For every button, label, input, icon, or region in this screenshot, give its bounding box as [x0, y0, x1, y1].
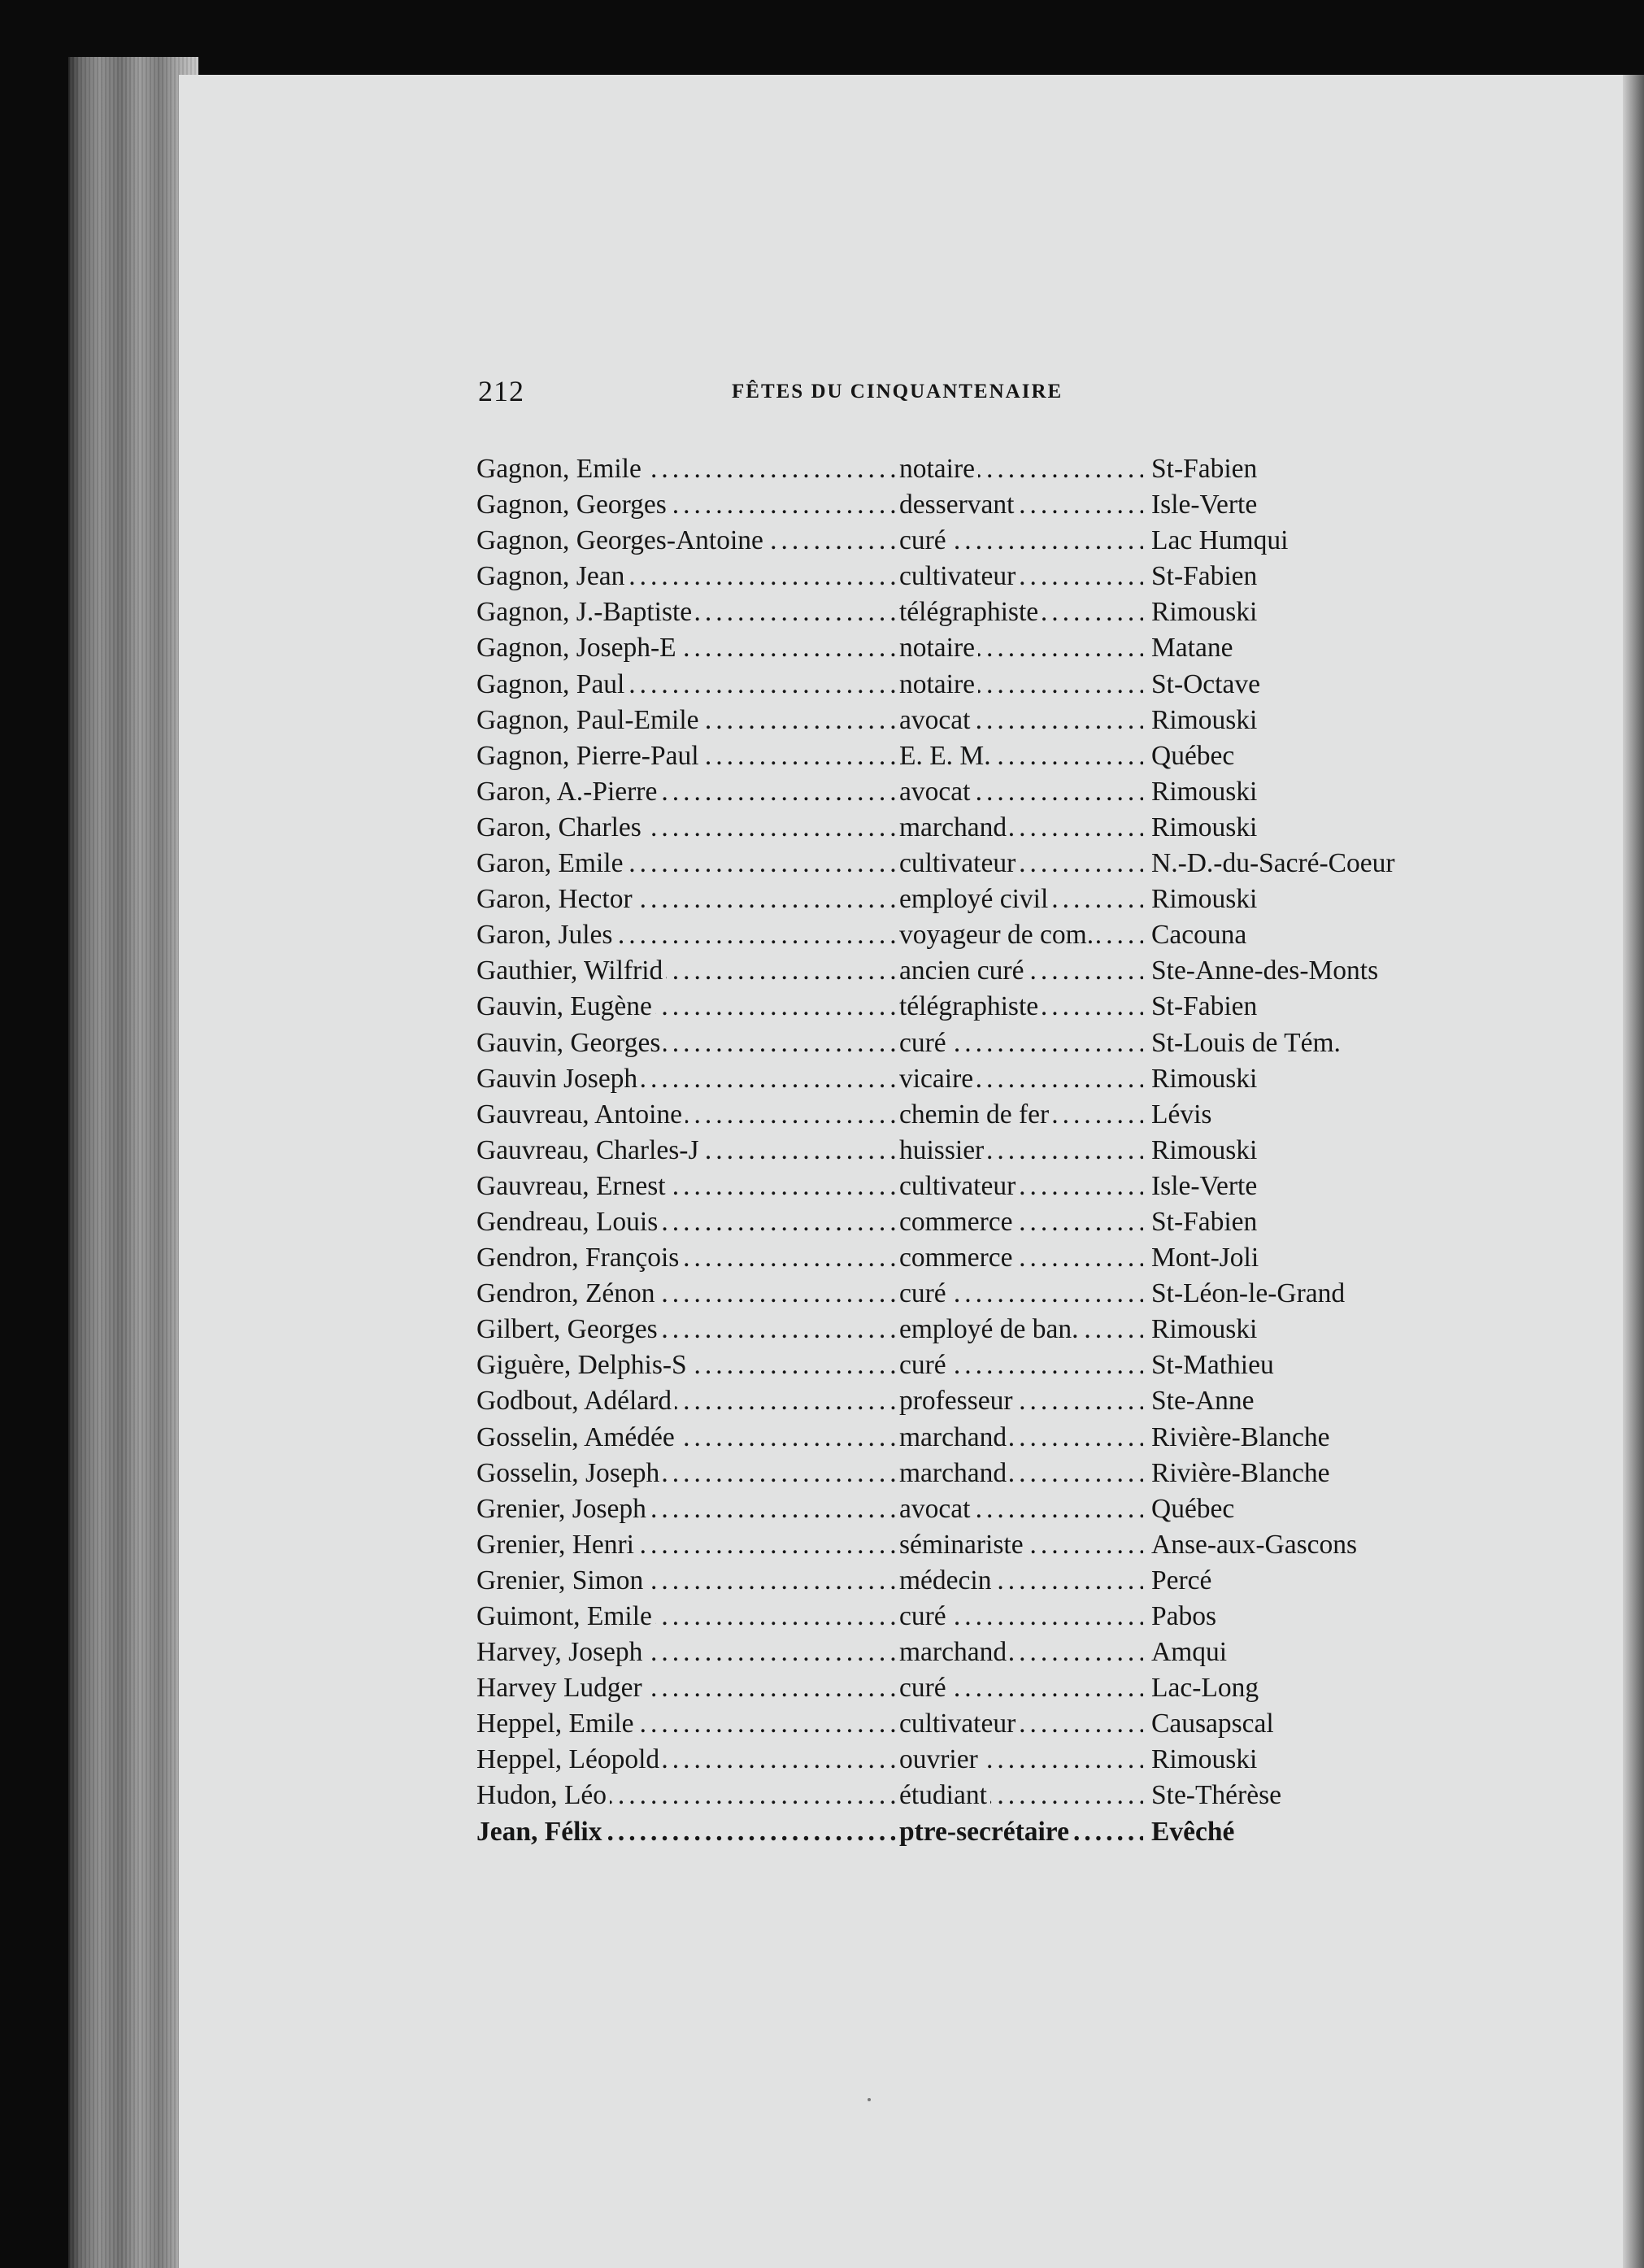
entry-place: Québec [1151, 1491, 1477, 1527]
entry-place: Evêché [1151, 1814, 1477, 1850]
entry-name-cell [476, 1456, 899, 1491]
entry-occupation: cultivateur [899, 1706, 1019, 1742]
entry-occupation-cell [899, 1670, 1143, 1706]
entry-name-cell [476, 1061, 899, 1097]
directory-entry [476, 1635, 1468, 1670]
directory-entry [476, 1599, 1468, 1635]
entry-name: Gauvreau, Antoine [476, 1097, 685, 1133]
directory-entry [476, 1814, 1468, 1850]
entry-place: Anse-aux-Gascons [1151, 1527, 1477, 1563]
directory-entry [476, 1133, 1468, 1169]
entry-name-cell [476, 1025, 899, 1061]
entry-place: St-Fabien [1151, 1204, 1477, 1240]
entry-occupation: médecin [899, 1563, 994, 1599]
entry-name-cell [476, 1169, 899, 1204]
directory-entry [476, 882, 1468, 917]
entry-name-cell [476, 1383, 899, 1419]
entry-name-cell [476, 1240, 899, 1276]
entry-place: Lévis [1151, 1097, 1477, 1133]
entry-name-cell [476, 882, 899, 917]
entry-place: Causapscal [1151, 1706, 1477, 1742]
entry-name: Gosselin, Amédée [476, 1420, 678, 1456]
entry-occupation-cell [899, 451, 1143, 487]
entry-occupation: cultivateur [899, 846, 1019, 882]
entry-occupation: desservant [899, 487, 1017, 523]
entry-occupation-cell [899, 1635, 1143, 1670]
entry-name-cell [476, 487, 899, 523]
entry-occupation-cell [899, 989, 1143, 1025]
entry-occupation: employé civil [899, 882, 1051, 917]
directory-entry [476, 1025, 1468, 1061]
entry-occupation: notaire [899, 630, 978, 666]
entry-occupation: marchand [899, 1635, 1010, 1670]
entry-name-cell [476, 1527, 899, 1563]
entry-name-cell [476, 1491, 899, 1527]
entry-place: St-Léon-le-Grand [1151, 1276, 1477, 1312]
entry-place: Pabos [1151, 1599, 1477, 1635]
entry-name-cell [476, 630, 899, 666]
entry-name-cell [476, 667, 899, 703]
directory-entry [476, 1061, 1468, 1097]
directory-entry [476, 1169, 1468, 1204]
entry-name: Gauvreau, Charles-J [476, 1133, 702, 1169]
entry-occupation-cell [899, 1527, 1143, 1563]
entry-occupation: étudiant [899, 1778, 990, 1813]
entry-place: Rimouski [1151, 594, 1477, 630]
entry-occupation-cell [899, 1491, 1143, 1527]
entry-occupation-cell [899, 1599, 1143, 1635]
entry-occupation: vicaire [899, 1061, 976, 1097]
entry-occupation-cell [899, 774, 1143, 810]
entry-occupation-cell [899, 1814, 1143, 1850]
entry-occupation: employé de ban. [899, 1312, 1081, 1347]
entry-place: St-Louis de Tém. [1151, 1025, 1477, 1061]
running-head [478, 374, 1372, 415]
entry-name-cell [476, 774, 899, 810]
entry-occupation-cell [899, 882, 1143, 917]
paper-speck [868, 2098, 871, 2101]
entry-occupation-cell [899, 559, 1143, 594]
entry-occupation: cultivateur [899, 1169, 1019, 1204]
directory-entry [476, 1420, 1468, 1456]
entry-name-cell [476, 559, 899, 594]
entry-occupation: ancien curé [899, 953, 1027, 989]
entry-name-cell [476, 989, 899, 1025]
entry-name: Gagnon, Paul [476, 667, 628, 703]
entry-place: Isle-Verte [1151, 487, 1477, 523]
entry-name: Garon, A.-Pierre [476, 774, 660, 810]
entry-place: Amqui [1151, 1635, 1477, 1670]
entry-occupation: ptre-secrétaire [899, 1814, 1072, 1850]
directory-entry [476, 738, 1468, 774]
entry-name: Gagnon, Georges [476, 487, 670, 523]
entry-occupation-cell [899, 487, 1143, 523]
entry-place: Ste-Anne-des-Monts [1151, 953, 1477, 989]
entry-place: Rimouski [1151, 810, 1477, 846]
entry-occupation: curé [899, 1670, 950, 1706]
directory-entry [476, 953, 1468, 989]
directory-entry [476, 1491, 1468, 1527]
entry-name: Gagnon, Joseph-E [476, 630, 680, 666]
entry-name-cell [476, 953, 899, 989]
entry-name: Hudon, Léo [476, 1778, 610, 1813]
entry-occupation-cell [899, 1240, 1143, 1276]
entry-occupation-cell [899, 1061, 1143, 1097]
entry-name-cell [476, 1635, 899, 1670]
entry-occupation-cell [899, 1778, 1143, 1813]
entry-occupation-cell [899, 1456, 1143, 1491]
entry-occupation-cell [899, 846, 1143, 882]
entry-name: Gauvreau, Ernest [476, 1169, 669, 1204]
directory-entry [476, 594, 1468, 630]
entry-occupation: curé [899, 1276, 950, 1312]
entry-name-cell [476, 594, 899, 630]
entry-name: Gagnon, Paul-Emile [476, 703, 702, 738]
entry-name-cell [476, 1599, 899, 1635]
entry-occupation-cell [899, 1383, 1143, 1419]
entry-occupation-cell [899, 1204, 1143, 1240]
entry-occupation: séminariste [899, 1527, 1027, 1563]
entry-name: Garon, Hector [476, 882, 636, 917]
entry-place: Rimouski [1151, 703, 1477, 738]
entry-name-cell [476, 1312, 899, 1347]
directory-entry [476, 630, 1468, 666]
entry-occupation-cell [899, 917, 1143, 953]
directory-entry [476, 989, 1468, 1025]
entry-occupation-cell [899, 1025, 1143, 1061]
directory-entry [476, 1527, 1468, 1563]
entry-place: St-Octave [1151, 667, 1477, 703]
entry-name: Garon, Charles [476, 810, 645, 846]
directory-entry [476, 559, 1468, 594]
entry-occupation: curé [899, 1025, 950, 1061]
entry-occupation-cell [899, 1312, 1143, 1347]
entry-occupation-cell [899, 703, 1143, 738]
entry-name-cell [476, 738, 899, 774]
entry-place: Ste-Thérèse [1151, 1778, 1477, 1813]
entry-occupation: commerce [899, 1240, 1016, 1276]
entry-occupation-cell [899, 1563, 1143, 1599]
entry-occupation-cell [899, 738, 1143, 774]
entry-name: Gendreau, Louis [476, 1204, 661, 1240]
entry-place: Lac Humqui [1151, 523, 1477, 559]
entry-name: Gauvin Joseph [476, 1061, 641, 1097]
entry-name: Garon, Emile [476, 846, 626, 882]
entry-place: St-Mathieu [1151, 1347, 1477, 1383]
entry-name: Guimont, Emile [476, 1599, 655, 1635]
entry-occupation-cell [899, 594, 1143, 630]
directory-entry [476, 523, 1468, 559]
entry-occupation: commerce [899, 1204, 1016, 1240]
directory-entry [476, 1097, 1468, 1133]
entry-name: Gendron, Zénon [476, 1276, 659, 1312]
entry-name: Heppel, Léopold [476, 1742, 663, 1778]
entry-occupation: cultivateur [899, 559, 1019, 594]
directory-entry [476, 1276, 1468, 1312]
entry-name: Godbout, Adélard [476, 1383, 675, 1419]
entry-occupation: E. E. M. [899, 738, 994, 774]
directory-entry [476, 810, 1468, 846]
entry-name: Grenier, Henri [476, 1527, 637, 1563]
entry-name: Grenier, Simon [476, 1563, 646, 1599]
entry-occupation-cell [899, 1347, 1143, 1383]
directory-entry [476, 1383, 1468, 1419]
entry-name: Gagnon, Jean [476, 559, 628, 594]
entry-name-cell [476, 1742, 899, 1778]
entry-occupation: avocat [899, 1491, 973, 1527]
entry-occupation: télégraphiste [899, 989, 1042, 1025]
entry-name: Gagnon, Emile [476, 451, 645, 487]
entry-name-cell [476, 1778, 899, 1813]
directory-list [476, 451, 1468, 1850]
directory-entry [476, 1204, 1468, 1240]
entry-name: Gagnon, Georges-Antoine [476, 523, 767, 559]
entry-occupation-cell [899, 1133, 1143, 1169]
entry-name: Garon, Jules [476, 917, 615, 953]
entry-place: Rimouski [1151, 1742, 1477, 1778]
entry-place: Rimouski [1151, 1061, 1477, 1097]
entry-name-cell [476, 703, 899, 738]
entry-occupation-cell [899, 523, 1143, 559]
entry-name-cell [476, 1706, 899, 1742]
directory-entry [476, 1456, 1468, 1491]
entry-name: Gauvin, Georges [476, 1025, 663, 1061]
entry-name: Giguère, Delphis-S [476, 1347, 690, 1383]
entry-occupation: huissier [899, 1133, 987, 1169]
directory-entry [476, 1706, 1468, 1742]
directory-entry [476, 1240, 1468, 1276]
entry-name-cell [476, 917, 899, 953]
entry-occupation: curé [899, 1347, 950, 1383]
page-edge [1623, 75, 1644, 2268]
entry-place: N.-D.-du-Sacré-Coeur [1151, 846, 1477, 882]
entry-place: Rimouski [1151, 882, 1477, 917]
entry-occupation: télégraphiste [899, 594, 1042, 630]
entry-place: Mont-Joli [1151, 1240, 1477, 1276]
entry-occupation-cell [899, 630, 1143, 666]
entry-occupation: notaire [899, 667, 978, 703]
entry-occupation-cell [899, 1097, 1143, 1133]
entry-name: Gendron, François [476, 1240, 682, 1276]
entry-place: Cacouna [1151, 917, 1477, 953]
page-number: 212 [478, 375, 524, 407]
entry-name: Gilbert, Georges [476, 1312, 661, 1347]
entry-place: Rimouski [1151, 1133, 1477, 1169]
directory-entry [476, 917, 1468, 953]
directory-entry [476, 1670, 1468, 1706]
entry-occupation-cell [899, 1706, 1143, 1742]
book-title: FÊTES DU CINQUANTENAIRE [732, 381, 1063, 403]
directory-entry [476, 774, 1468, 810]
entry-name: Gagnon, J.-Baptiste [476, 594, 695, 630]
entry-name-cell [476, 1563, 899, 1599]
entry-place: Rivière-Blanche [1151, 1420, 1477, 1456]
entry-occupation: professeur [899, 1383, 1016, 1419]
entry-name: Gosselin, Joseph [476, 1456, 663, 1491]
entry-occupation: marchand [899, 1456, 1010, 1491]
entry-occupation-cell [899, 953, 1143, 989]
entry-name-cell [476, 1204, 899, 1240]
entry-name-cell [476, 1276, 899, 1312]
entry-name-cell [476, 1133, 899, 1169]
entry-place: Rivière-Blanche [1151, 1456, 1477, 1491]
entry-name: Gagnon, Pierre-Paul [476, 738, 702, 774]
entry-name-cell [476, 810, 899, 846]
entry-place: Québec [1151, 738, 1477, 774]
entry-occupation-cell [899, 1420, 1143, 1456]
entry-place: St-Fabien [1151, 451, 1477, 487]
entry-occupation: marchand [899, 1420, 1010, 1456]
directory-entry [476, 1778, 1468, 1813]
entry-occupation-cell [899, 1742, 1143, 1778]
entry-occupation: avocat [899, 703, 973, 738]
entry-name: Gauthier, Wilfrid [476, 953, 666, 989]
entry-place: St-Fabien [1151, 559, 1477, 594]
entry-name-cell [476, 1814, 899, 1850]
entry-name: Harvey Ludger [476, 1670, 646, 1706]
entry-occupation-cell [899, 1169, 1143, 1204]
entry-name: Jean, Félix [476, 1814, 605, 1850]
entry-occupation: notaire [899, 451, 978, 487]
entry-occupation: marchand [899, 810, 1010, 846]
entry-place: Rimouski [1151, 1312, 1477, 1347]
entry-occupation-cell [899, 1276, 1143, 1312]
directory-entry [476, 667, 1468, 703]
entry-occupation: curé [899, 1599, 950, 1635]
entry-place: Isle-Verte [1151, 1169, 1477, 1204]
directory-entry [476, 846, 1468, 882]
entry-name: Heppel, Emile [476, 1706, 637, 1742]
directory-entry [476, 703, 1468, 738]
entry-name-cell [476, 846, 899, 882]
entry-name: Grenier, Joseph [476, 1491, 650, 1527]
entry-name-cell [476, 1347, 899, 1383]
entry-name: Harvey, Joseph [476, 1635, 646, 1670]
entry-occupation-cell [899, 810, 1143, 846]
entry-place: Ste-Anne [1151, 1383, 1477, 1419]
entry-name-cell [476, 523, 899, 559]
directory-entry [476, 1347, 1468, 1383]
entry-occupation: ouvrier [899, 1742, 981, 1778]
directory-entry [476, 1563, 1468, 1599]
directory-entry [476, 1742, 1468, 1778]
directory-entry [476, 1312, 1468, 1347]
entry-place: Percé [1151, 1563, 1477, 1599]
entry-name: Gauvin, Eugène [476, 989, 655, 1025]
entry-name-cell [476, 451, 899, 487]
entry-place: Lac-Long [1151, 1670, 1477, 1706]
entry-occupation-cell [899, 667, 1143, 703]
entry-name-cell [476, 1420, 899, 1456]
entry-occupation: chemin de fer [899, 1097, 1052, 1133]
entry-name-cell [476, 1097, 899, 1133]
directory-entry [476, 451, 1468, 487]
entry-place: Rimouski [1151, 774, 1477, 810]
entry-occupation: voyageur de com. [899, 917, 1097, 953]
entry-place: St-Fabien [1151, 989, 1477, 1025]
entry-name-cell [476, 1670, 899, 1706]
directory-entry [476, 487, 1468, 523]
entry-place: Matane [1151, 630, 1477, 666]
entry-occupation: avocat [899, 774, 973, 810]
entry-occupation: curé [899, 523, 950, 559]
